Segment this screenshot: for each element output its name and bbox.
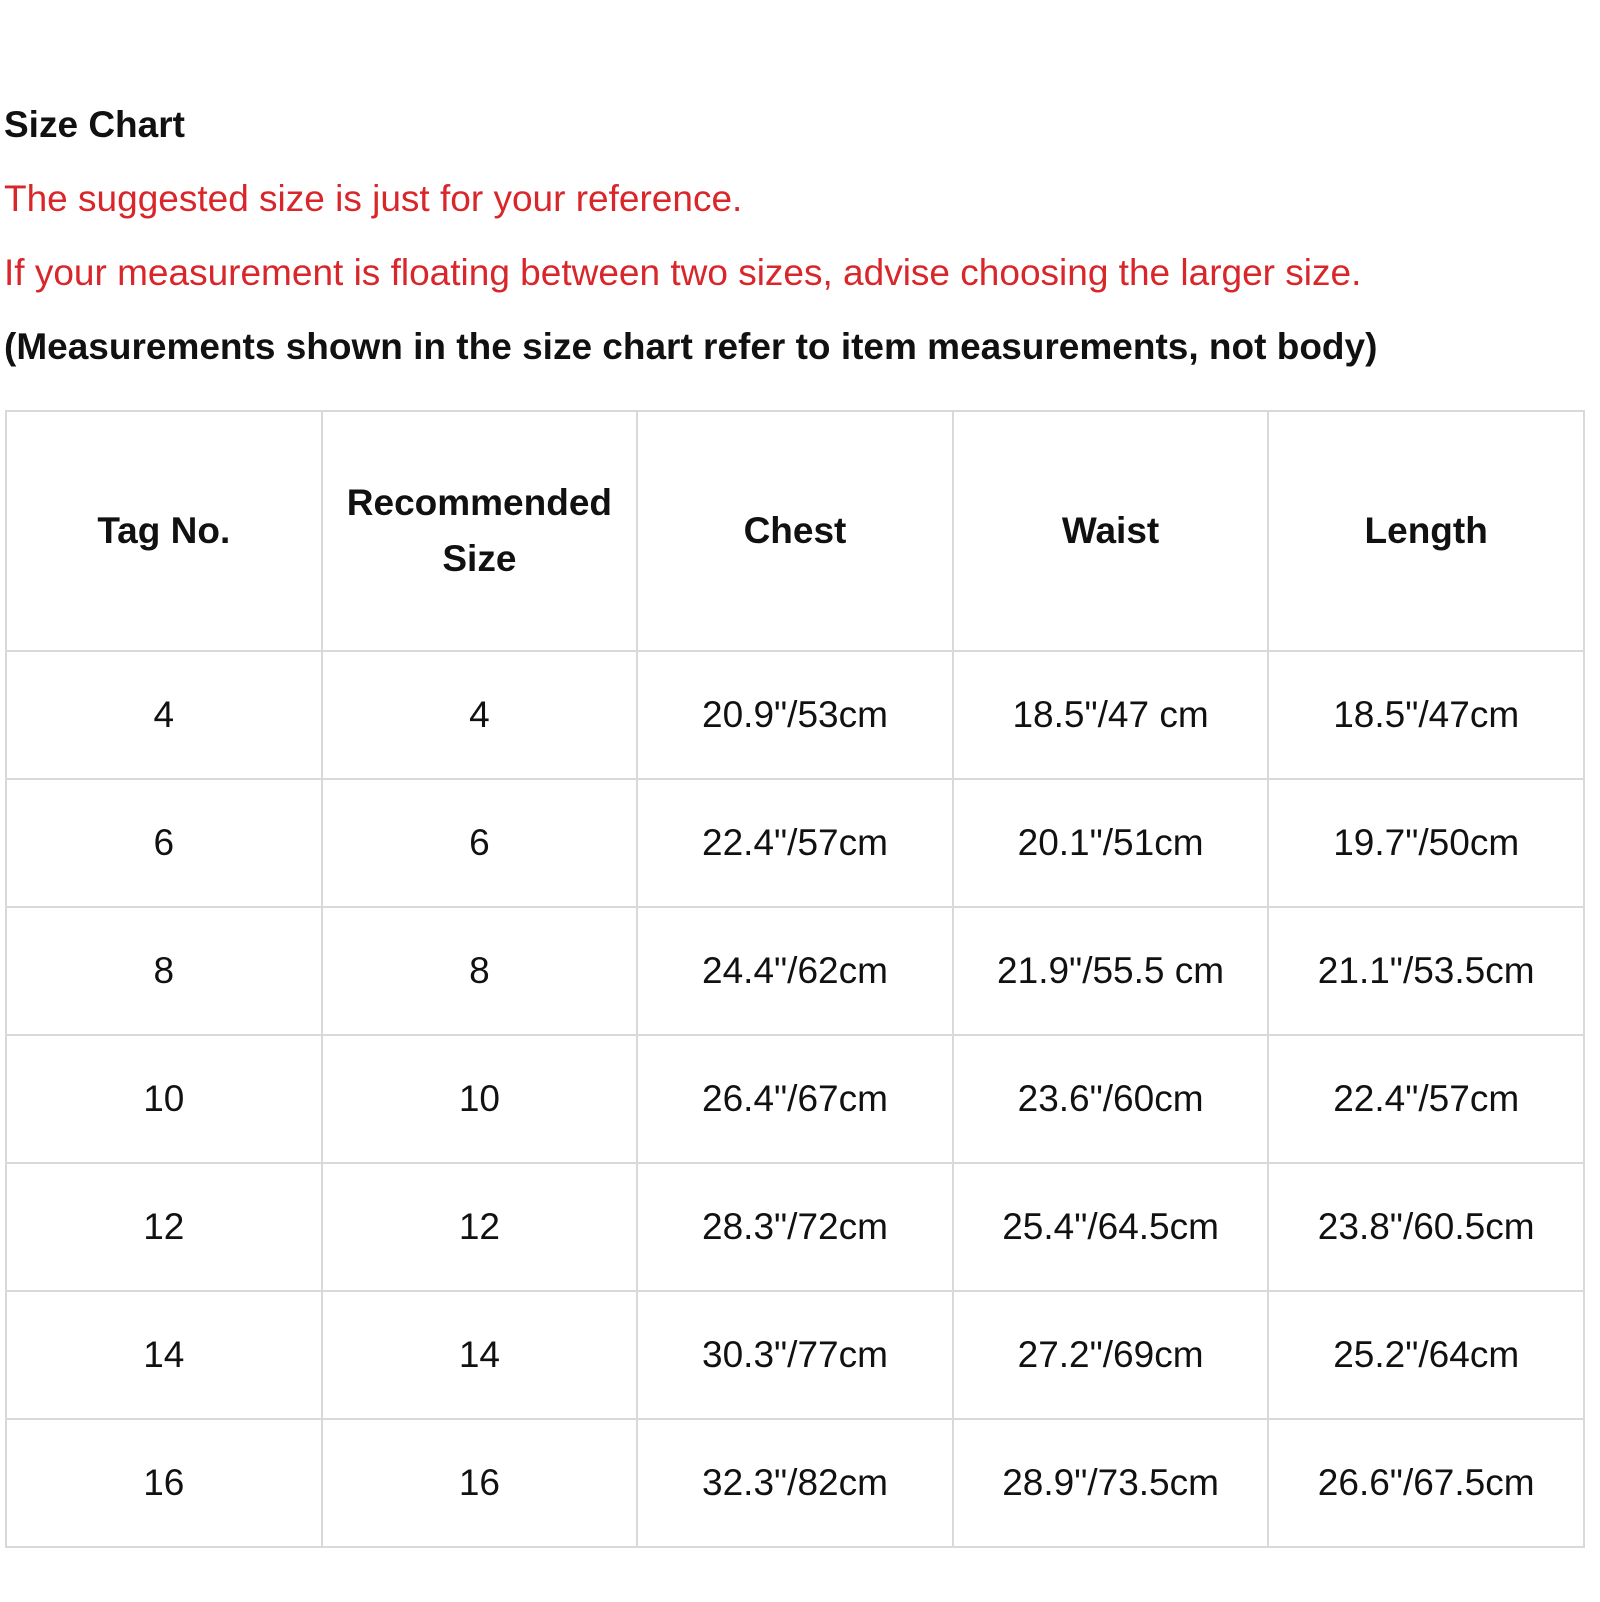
table-row — [6, 779, 1584, 907]
column-header-length: Length — [1268, 411, 1584, 651]
waist-cell: 28.9"/73.5cm — [953, 1419, 1269, 1547]
recommended-size-cell: 10 — [322, 1035, 638, 1163]
tag-no-cell: 14 — [6, 1291, 322, 1419]
recommended-size-cell: 4 — [322, 651, 638, 779]
waist-cell: 23.6"/60cm — [953, 1035, 1269, 1163]
waist-cell: 20.1"/51cm — [953, 779, 1269, 907]
recommended-size-cell: 16 — [322, 1419, 638, 1547]
waist-cell: 21.9"/55.5 cm — [953, 907, 1269, 1035]
recommended-size-cell: 8 — [322, 907, 638, 1035]
length-cell: 23.8"/60.5cm — [1268, 1163, 1584, 1291]
recommended-size-cell: 14 — [322, 1291, 638, 1419]
chest-cell: 20.9"/53cm — [637, 651, 953, 779]
recommended-header-line-2: Size — [442, 538, 517, 579]
table-row — [6, 1291, 1584, 1419]
size-chart-intro — [4, 105, 1584, 401]
table-row — [6, 1163, 1584, 1291]
recommended-size-cell: 12 — [322, 1163, 638, 1291]
chest-cell: 32.3"/82cm — [637, 1419, 953, 1547]
reference-note: The suggested size is just for your reference. — [4, 178, 743, 219]
length-cell: 21.1"/53.5cm — [1268, 907, 1584, 1035]
tag-no-cell: 4 — [6, 651, 322, 779]
table-row — [6, 907, 1584, 1035]
recommended-header-line-1: Recommended — [346, 482, 612, 523]
table-row — [6, 651, 1584, 779]
table-row — [6, 1419, 1584, 1547]
tag-no-cell: 12 — [6, 1163, 322, 1291]
waist-cell: 18.5"/47 cm — [953, 651, 1269, 779]
length-cell: 19.7"/50cm — [1268, 779, 1584, 907]
column-header-tag-no: Tag No. — [6, 411, 322, 651]
length-cell: 26.6"/67.5cm — [1268, 1419, 1584, 1547]
page-title: Size Chart — [4, 104, 185, 145]
length-cell: 22.4"/57cm — [1268, 1035, 1584, 1163]
length-cell: 18.5"/47cm — [1268, 651, 1584, 779]
waist-cell: 27.2"/69cm — [953, 1291, 1269, 1419]
waist-cell: 25.4"/64.5cm — [953, 1163, 1269, 1291]
chest-cell: 30.3"/77cm — [637, 1291, 953, 1419]
table-row — [6, 1035, 1584, 1163]
column-header-chest: Chest — [637, 411, 953, 651]
chest-cell: 22.4"/57cm — [637, 779, 953, 907]
recommended-size-cell: 6 — [322, 779, 638, 907]
chest-cell: 26.4"/67cm — [637, 1035, 953, 1163]
measurement-disclaimer: (Measurements shown in the size chart refer to item measurements, not body) — [4, 326, 1378, 367]
chest-cell: 28.3"/72cm — [637, 1163, 953, 1291]
tag-no-cell: 16 — [6, 1419, 322, 1547]
length-cell: 25.2"/64cm — [1268, 1291, 1584, 1419]
tag-no-cell: 8 — [6, 907, 322, 1035]
tag-no-cell: 10 — [6, 1035, 322, 1163]
larger-size-advice: If your measurement is floating between two sizes, advise choosing the larger size. — [4, 252, 1362, 293]
table-header-row — [6, 411, 1584, 651]
chest-cell: 24.4"/62cm — [637, 907, 953, 1035]
tag-no-cell: 6 — [6, 779, 322, 907]
column-header-recommended-size — [322, 411, 638, 651]
size-chart-table — [5, 410, 1585, 1548]
column-header-waist: Waist — [953, 411, 1269, 651]
